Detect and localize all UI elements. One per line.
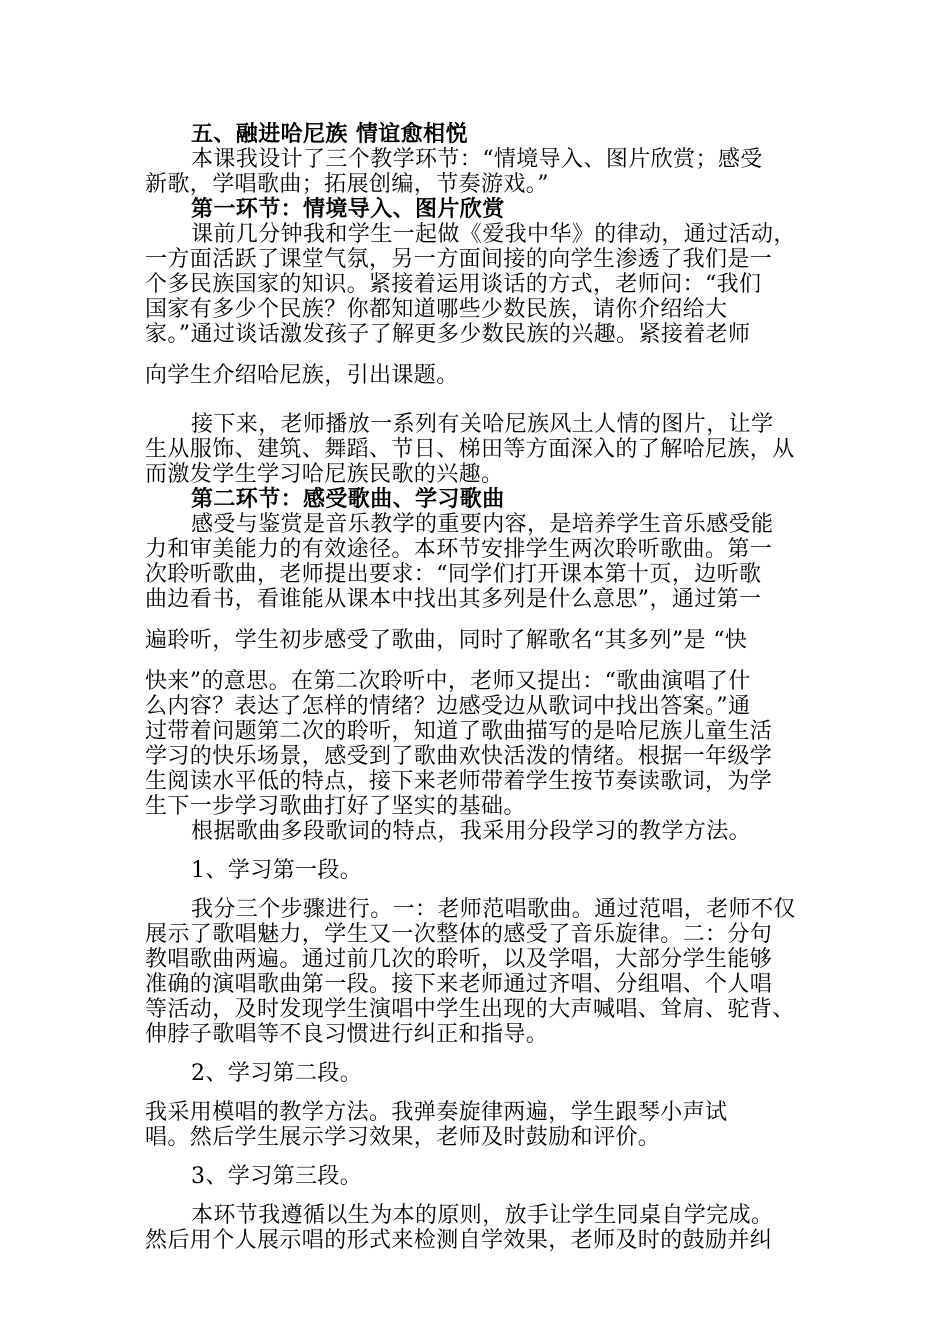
paragraph-line: 个多民族国家的知识。紧接着运用谈话的方式，老师问：“我们 [145, 272, 762, 297]
paragraph-line: 根据歌曲多段歌词的特点，我采用分段学习的教学方法。 [191, 819, 752, 844]
paragraph-line: 遍聆听，学生初步感受了歌曲，同时了解歌名“其多列”是 “快 [145, 628, 748, 653]
paragraph-line: 教唱歌曲两遍。通过前几次的聆听，以及学唱，大部分学生能够 [145, 947, 773, 972]
paragraph-line: 伸脖子歌唱等不良习惯进行纠正和指导。 [145, 1022, 549, 1047]
section-heading: 五、融进哈尼族 情谊愈相悦 [191, 121, 468, 147]
paragraph-line: 过带着问题第二次的聆听，知道了歌曲描写的是哈尼族儿童生活 [145, 719, 773, 744]
subsection-heading: 第一环节：情境导入、图片欣赏 [191, 196, 505, 222]
paragraph-line: 感受与鉴赏是音乐教学的重要内容，是培养学生音乐感受能 [191, 512, 774, 537]
paragraph-line: 我分三个步骤进行。一：老师范唱歌曲。通过范唱，老师不仅 [191, 897, 796, 922]
paragraph-line: 课前几分钟我和学生一起做《爱我中华》的律动，通过活动， [191, 222, 796, 247]
paragraph-line: 而激发学生学习哈尼族民歌的兴趣。 [145, 462, 504, 487]
paragraph-line: 等活动，及时发现学生演唱中学生出现的大声喊唱、耸肩、驼背、 [145, 997, 795, 1022]
paragraph-line: 向学生介绍哈尼族，引出课题。 [145, 363, 459, 388]
paragraph-line: 展示了歌唱魅力，学生又一次整体的感受了音乐旋律。二：分句 [145, 922, 773, 947]
paragraph-line: 我采用模唱的教学方法。我弹奏旋律两遍，学生跟琴小声试 [145, 1100, 728, 1125]
subsection-heading: 第二环节：感受歌曲、学习歌曲 [191, 486, 505, 512]
list-item-heading: 3、学习第三段。 [191, 1164, 363, 1189]
paragraph-line: 力和审美能力的有效途径。本环节安排学生两次聆听歌曲。第一 [145, 537, 773, 562]
paragraph-line: 生从服饰、建筑、舞蹈、节日、梯田等方面深入的了解哈尼族，从 [145, 437, 795, 462]
paragraph-line: 唱。然后学生展示学习效果，老师及时鼓励和评价。 [145, 1125, 661, 1150]
list-item-heading: 1、学习第一段。 [191, 858, 363, 883]
paragraph-line: 准确的演唱歌曲第一段。接下来老师通过齐唱、分组唱、个人唱 [145, 972, 773, 997]
paragraph-line: 生阅读水平低的特点，接下来老师带着学生按节奏读歌词，为学 [145, 769, 773, 794]
paragraph-line: 本课我设计了三个教学环节：“情境导入、图片欣赏；感受 [191, 147, 763, 172]
paragraph-line: 本环节我遵循以生为本的原则，放手让学生同桌自学完成。 [191, 1203, 774, 1228]
paragraph-line: 然后用个人展示唱的形式来检测自学效果，老师及时的鼓励并纠 [145, 1228, 773, 1253]
paragraph-line: 接下来，老师播放一系列有关哈尼族风土人情的图片，让学 [191, 412, 774, 437]
paragraph-line: 国家有多少个民族？你都知道哪些少数民族，请你介绍给大 [145, 297, 728, 322]
paragraph-line: 学习的快乐场景，感受到了歌曲欢快活泼的情绪。根据一年级学 [145, 744, 773, 769]
paragraph-line: 曲边看书，看谁能从课本中找出其多列是什么意思”，通过第一 [145, 587, 762, 612]
paragraph-line: 新歌，学唱歌曲；拓展创编，节奏游戏。” [145, 172, 549, 197]
paragraph-line: 么内容？表达了怎样的情绪？边感受边从歌词中找出答案。”通 [145, 694, 751, 719]
paragraph-line: 一方面活跃了课堂气氛，另一方面间接的向学生渗透了我们是一 [145, 247, 773, 272]
paragraph-line: 快来”的意思。在第二次聆听中，老师又提出：“歌曲演唱了什 [145, 669, 751, 694]
paragraph-line: 生下一步学习歌曲打好了坚实的基础。 [145, 794, 526, 819]
document-page [145, 122, 810, 1253]
list-item-heading: 2、学习第二段。 [191, 1061, 363, 1086]
paragraph-line: 次聆听歌曲，老师提出要求：“同学们打开课本第十页，边听歌 [145, 562, 762, 587]
paragraph-line: 家。”通过谈话激发孩子了解更多少数民族的兴趣。紧接着老师 [145, 322, 751, 347]
